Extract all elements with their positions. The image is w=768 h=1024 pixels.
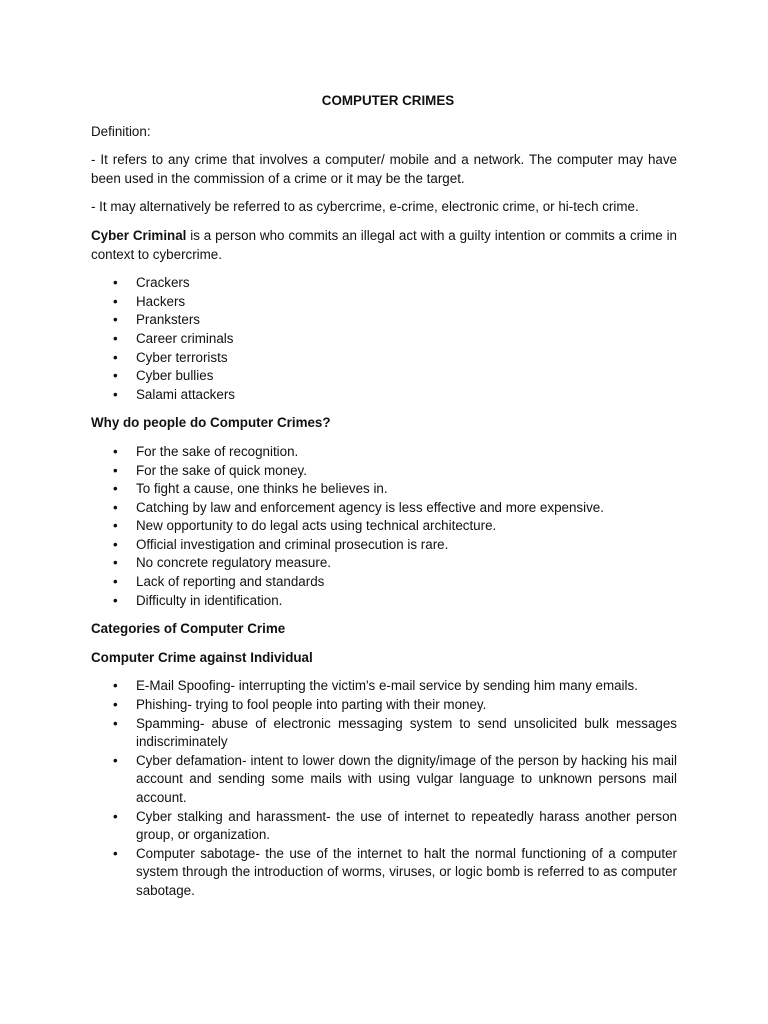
- list-item: • Cyber terrorists: [136, 349, 677, 368]
- reasons-list: [91, 443, 677, 610]
- bullet-icon: •: [113, 481, 118, 497]
- categories-heading: Categories of Computer Crime: [91, 621, 286, 637]
- definition-paragraph-2: - It may alternatively be referred to as cybercrime, e-crime, electronic crime, or hi-tech crime.: [91, 199, 639, 215]
- bullet-icon: •: [113, 312, 118, 328]
- bullet-icon: •: [113, 499, 118, 515]
- bullet-icon: •: [113, 752, 118, 768]
- list-item: • Salami attackers: [136, 386, 677, 405]
- list-item: • For the sake of quick money.: [136, 462, 677, 481]
- bullet-icon: •: [113, 715, 118, 731]
- list-item: • New opportunity to do legal acts using technical architecture.: [136, 517, 677, 536]
- individual-crimes-list: [91, 677, 677, 900]
- list-item: • Cyber bullies: [136, 367, 677, 386]
- bullet-icon: •: [113, 443, 118, 459]
- bullet-icon: •: [113, 808, 118, 824]
- list-item: • Lack of reporting and standards: [136, 573, 677, 592]
- why-heading: Why do people do Computer Crimes?: [91, 415, 331, 431]
- list-item: • Catching by law and enforcement agency is less effective and more expensive.: [136, 499, 677, 518]
- list-item: • Cyber stalking and harassment- the use of internet to repeatedly harass another person group, or organization.: [113, 808, 677, 843]
- definition-label: Definition:: [91, 123, 151, 139]
- bullet-icon: •: [113, 592, 118, 608]
- criminal-types-list: [91, 274, 677, 404]
- bullet-icon: •: [113, 697, 118, 713]
- bullet-icon: •: [113, 293, 118, 309]
- bullet-icon: •: [113, 555, 118, 571]
- bullet-icon: •: [113, 462, 118, 478]
- definition-paragraph-1: - It refers to any crime that involves a computer/ mobile and a network. The computer may have been used in the commission of a crime or it may be the target.: [91, 152, 677, 186]
- list-item: • Career criminals: [136, 330, 677, 349]
- document-page: [91, 92, 677, 911]
- cyber-criminal-paragraph: [91, 227, 677, 264]
- cyber-criminal-text: is a person who commits an illegal act with a guilty intention or commits a crime in context to cybercrime.: [91, 227, 677, 262]
- list-item: • For the sake of recognition.: [136, 443, 677, 462]
- bullet-icon: •: [113, 845, 118, 861]
- list-item: • No concrete regulatory measure.: [136, 554, 677, 573]
- bullet-icon: •: [113, 536, 118, 552]
- list-item: • Crackers: [136, 274, 677, 293]
- bullet-icon: •: [113, 386, 118, 402]
- list-item: • E-Mail Spoofing- interrupting the victim's e-mail service by sending him many emails.: [136, 677, 677, 696]
- bullet-icon: •: [113, 349, 118, 365]
- cyber-criminal-term: Cyber Criminal: [91, 227, 187, 243]
- bullet-icon: •: [113, 368, 118, 384]
- document-title: COMPUTER CRIMES: [321, 93, 455, 108]
- list-item: • Cyber defamation- intent to lower down the dignity/image of the person by hacking his mail account and sending some mails with using vulgar language to unknown persons mail account.: [113, 752, 677, 805]
- bullet-icon: •: [113, 330, 118, 346]
- list-item: • Difficulty in identification.: [136, 592, 677, 611]
- list-item: • To fight a cause, one thinks he believes in.: [136, 480, 677, 499]
- list-item: • Hackers: [136, 293, 677, 312]
- list-item: • Phishing- trying to fool people into parting with their money.: [136, 696, 677, 715]
- list-item: • Computer sabotage- the use of the internet to halt the normal functioning of a computer system through the introduction of worms, viruses, or logic bomb is referred to as computer sabotage.: [113, 845, 677, 898]
- list-item: • Spamming- abuse of electronic messaging system to send unsolicited bulk messages indiscriminately: [113, 715, 677, 750]
- individual-heading: Computer Crime against Individual: [91, 649, 313, 665]
- bullet-icon: •: [113, 574, 118, 590]
- list-item: • Pranksters: [136, 311, 677, 330]
- list-item: • Official investigation and criminal prosecution is rare.: [136, 536, 677, 555]
- bullet-icon: •: [113, 518, 118, 534]
- bullet-icon: •: [113, 678, 118, 694]
- bullet-icon: •: [113, 275, 118, 291]
